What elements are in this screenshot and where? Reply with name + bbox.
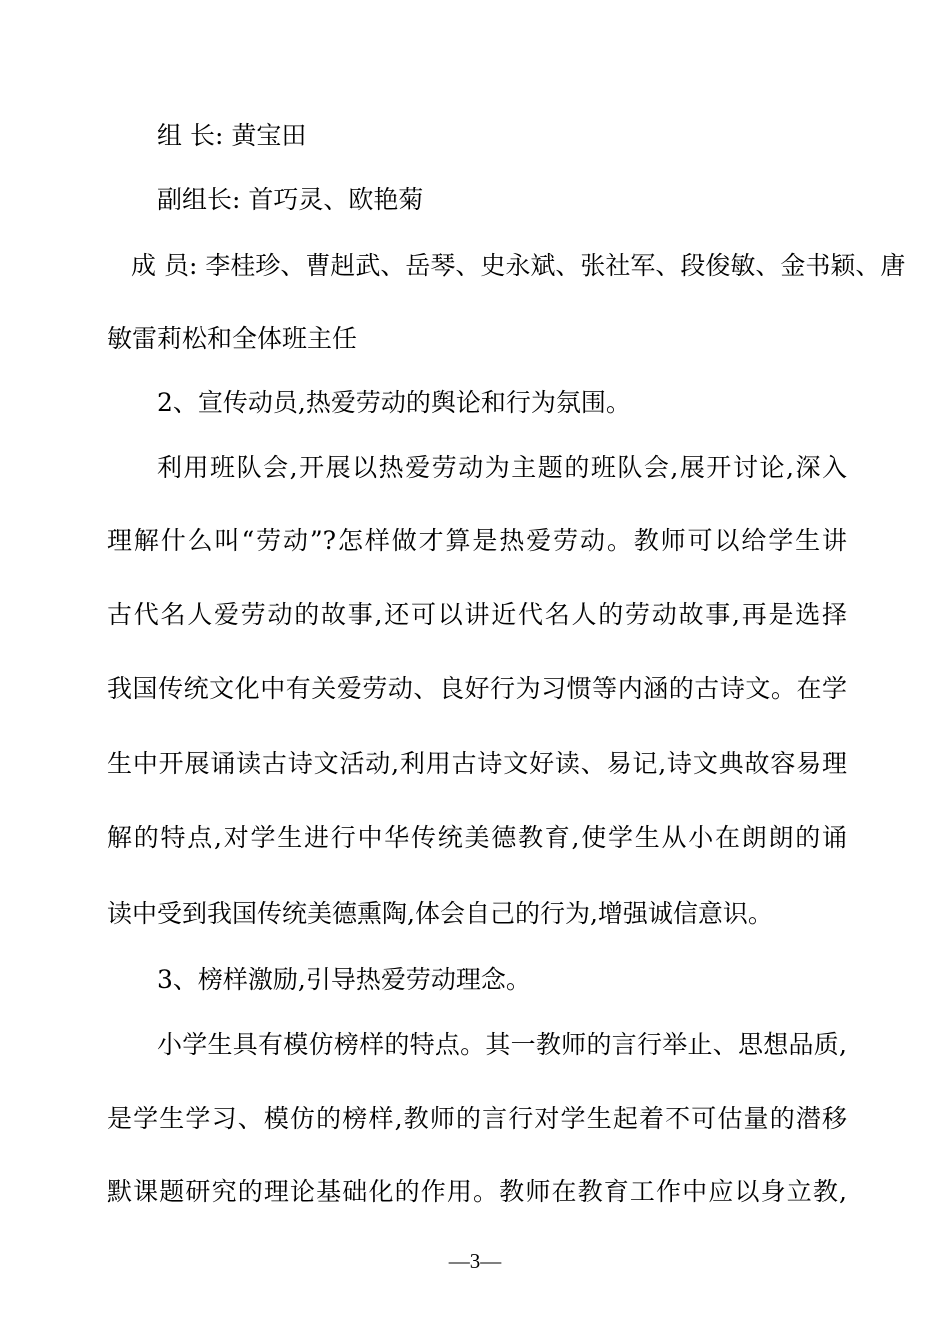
page-number: —3— [448,1249,502,1273]
paragraph-line: 小学生具有模仿榜样的特点。其一教师的言行举止、思想品质, [157,1030,847,1059]
paragraph-line: 是学生学习、模仿的榜样,教师的言行对学生起着不可估量的潜移 [107,1104,847,1133]
section-heading-3: 3、榜样激励,引导热爱劳动理念。 [157,965,531,994]
paragraph-line: 生中开展诵读古诗文活动,利用古诗文好读、易记,诗文典故容易理 [107,749,847,778]
paragraph-line: 理解什么叫“劳动”?怎样做才算是热爱劳动。教师可以给学生讲 [107,526,847,555]
paragraph-line: 解的特点,对学生进行中华传统美德教育,使学生从小在朗朗的诵 [107,823,847,852]
members-line: 成 员: 李桂珍、曹赳武、岳琴、史永斌、张社军、段俊敏、金书颖、唐 [131,251,906,280]
members-line-continued: 敏雷莉松和全体班主任 [107,324,358,353]
group-leader-line: 组 长: 黄宝田 [157,121,307,150]
paragraph-line: 读中受到我国传统美德熏陶,体会自己的行为,增强诚信意识。 [107,899,773,928]
paragraph-line: 利用班队会,开展以热爱劳动为主题的班队会,展开讨论,深入 [157,453,847,482]
paragraph-line: 默课题研究的理论基础化的作用。教师在教育工作中应以身立教, [107,1177,847,1206]
deputy-leader-line: 副组长: 首巧灵、欧艳菊 [157,185,424,214]
section-heading-2: 2、宣传动员,热爱劳动的舆论和行为氛围。 [157,388,631,417]
paragraph-line: 我国传统文化中有关爱劳动、良好行为习惯等内涵的古诗文。在学 [107,674,847,703]
paragraph-line: 古代名人爱劳动的故事,还可以讲近代名人的劳动故事,再是选择 [107,600,847,629]
